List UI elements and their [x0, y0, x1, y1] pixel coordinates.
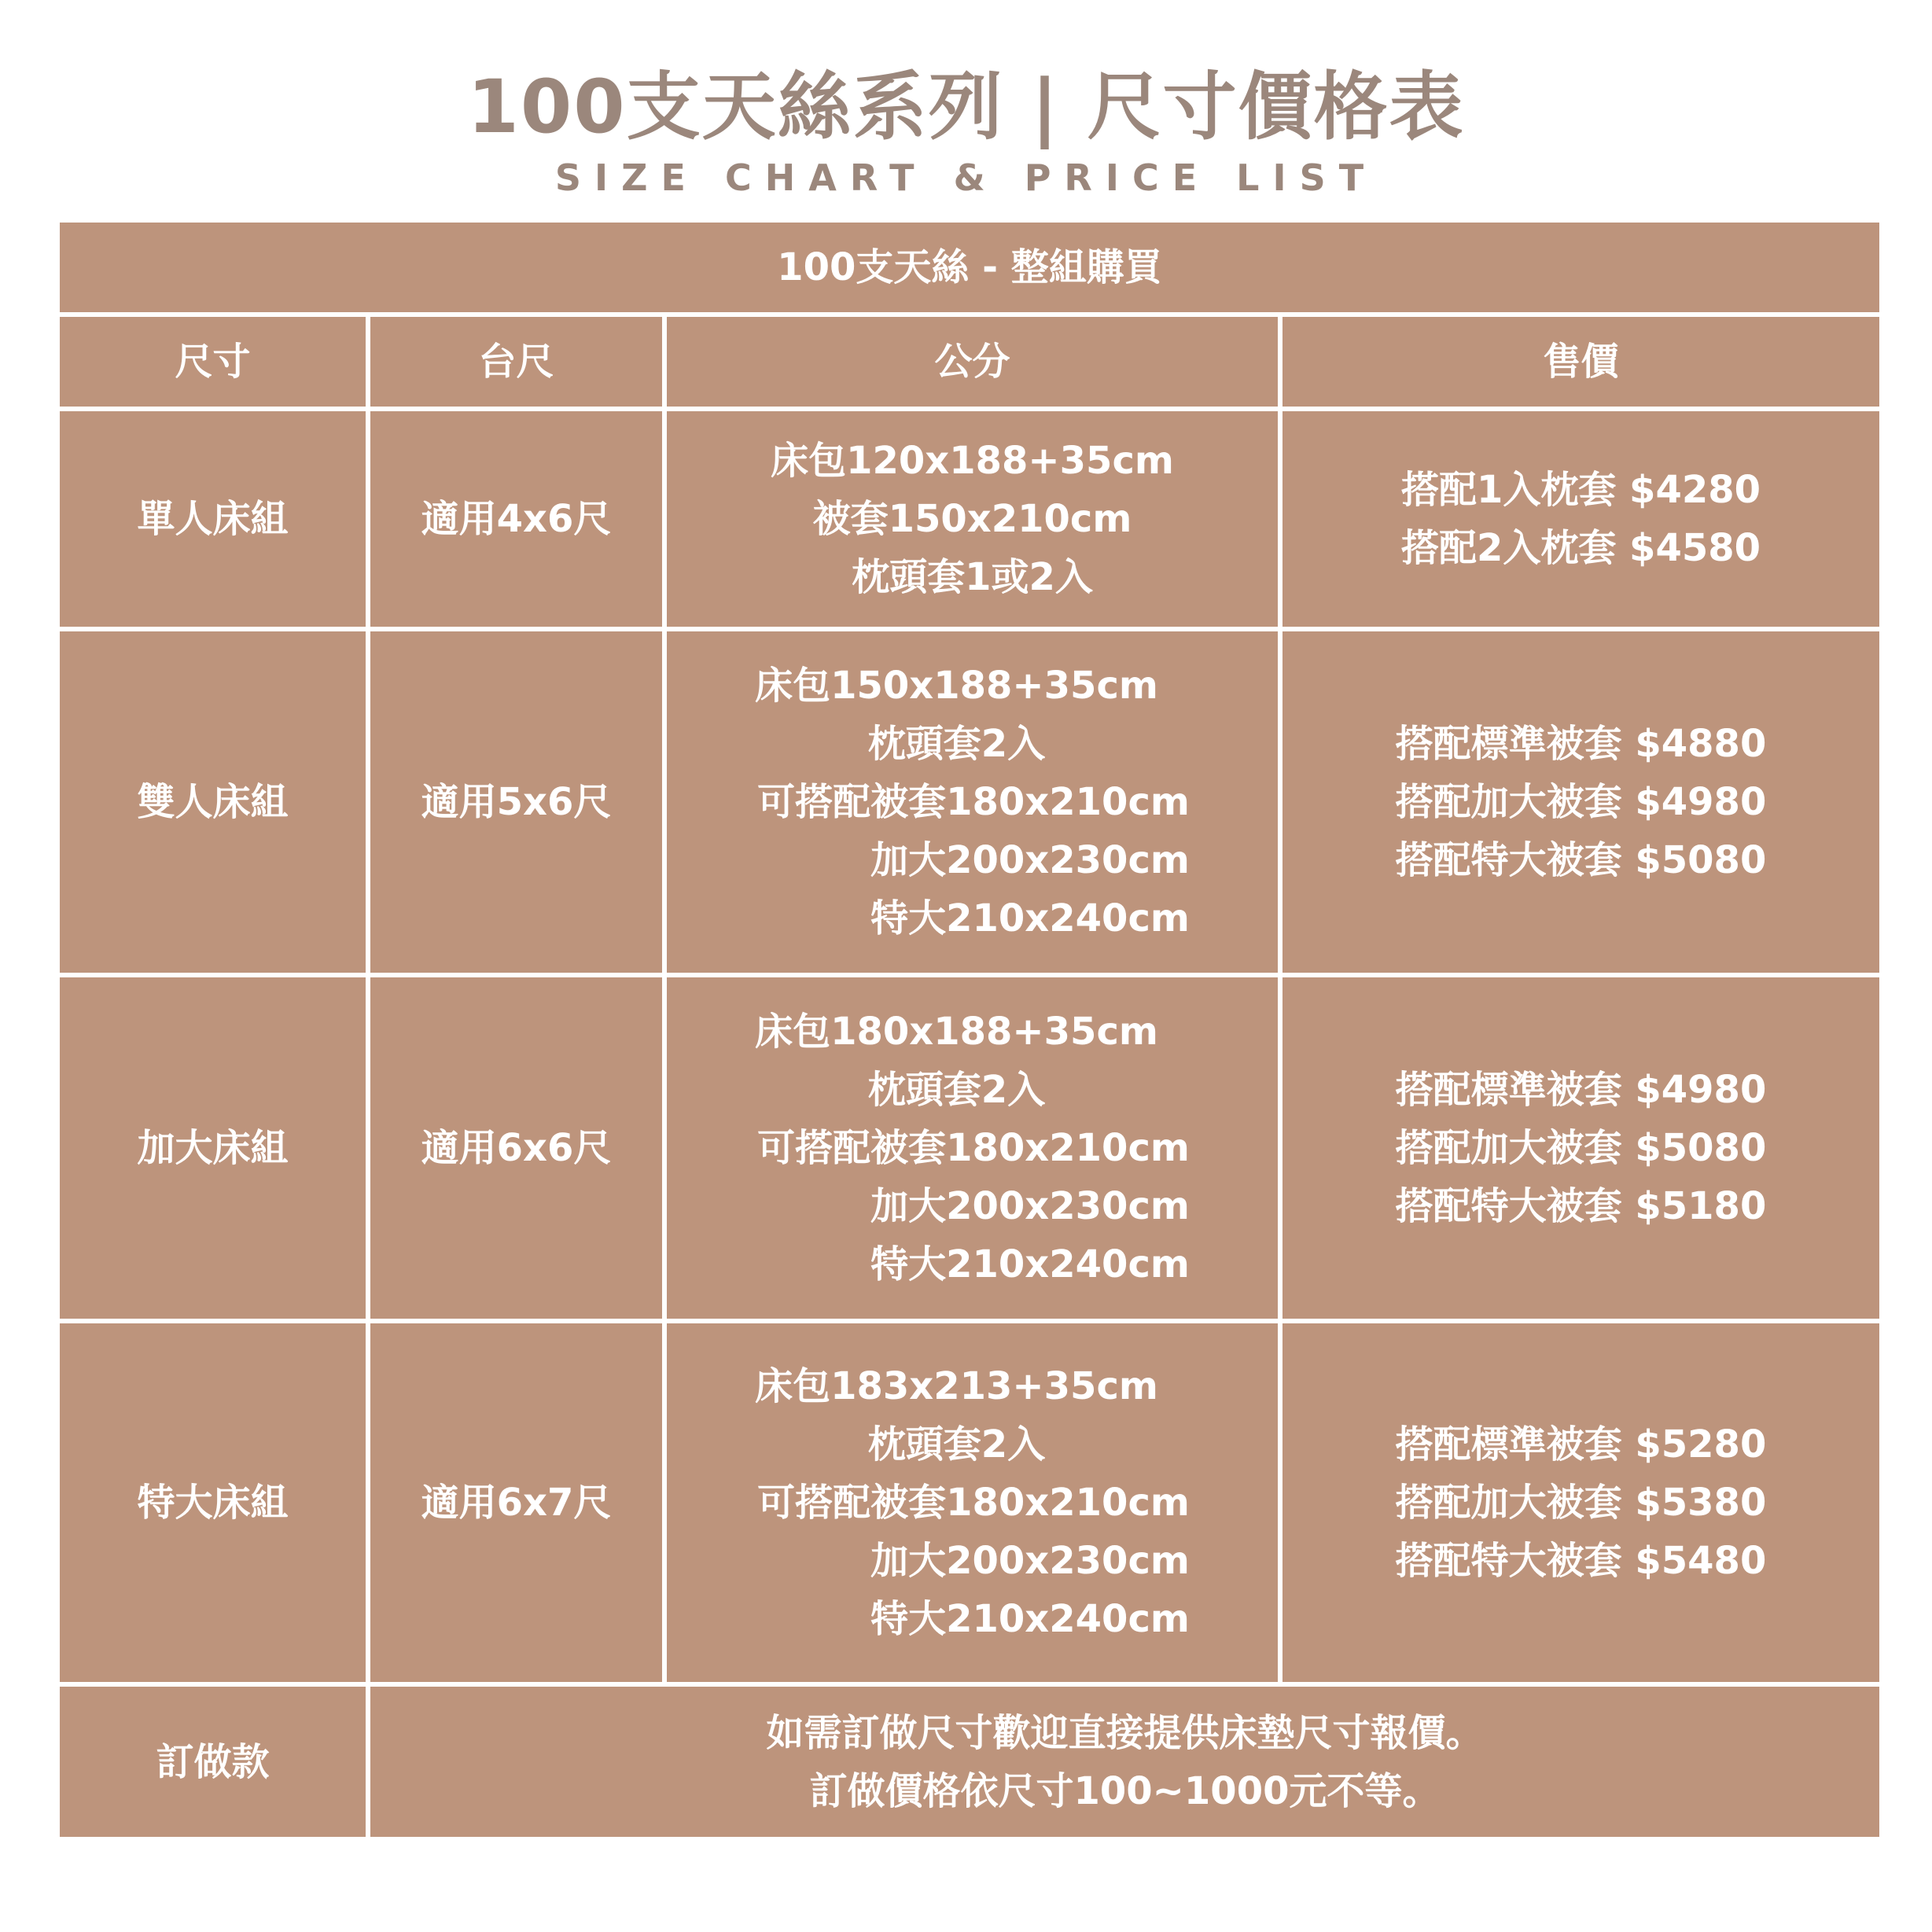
- table-banner: 100支天絲 - 整組購買: [60, 223, 1879, 312]
- row-king-price: [1282, 1323, 1879, 1682]
- price-line: 搭配1入枕套 $4280: [1400, 468, 1761, 512]
- pillowcase-count: 枕頭套2入: [867, 1422, 1046, 1466]
- header-cm: 公分: [667, 317, 1278, 407]
- row-queen-tw-size: 適用6x6尺: [370, 977, 662, 1319]
- price-line: 搭配加大被套 $5080: [1395, 1126, 1767, 1170]
- row-queen-price: [1282, 977, 1879, 1319]
- row-king-cm: [667, 1323, 1278, 1682]
- fitted-sheet-size: 床包120x188+35cm: [771, 439, 1174, 483]
- fitted-sheet-size: 床包180x188+35cm: [755, 1010, 1158, 1054]
- row-king-tw-size: 適用6x7尺: [370, 1323, 662, 1682]
- duvet-xl-size: 特大210x240cm: [870, 1597, 1190, 1641]
- fitted-sheet-size: 床包150x188+35cm: [755, 664, 1158, 708]
- duvet-large-size: 加大200x230cm: [870, 1539, 1190, 1583]
- custom-note-line: 訂做價格依尺寸100~1000元不等。: [809, 1768, 1441, 1813]
- pillowcase-count: 枕頭套1或2入: [852, 555, 1093, 599]
- row-queen-size: 加大床組: [60, 977, 366, 1319]
- price-table: [60, 223, 1875, 1837]
- fitted-sheet-size: 床包183x213+35cm: [755, 1364, 1158, 1408]
- custom-label: 訂做款: [60, 1687, 366, 1837]
- price-line: 搭配特大被套 $5180: [1395, 1184, 1767, 1228]
- custom-note-line: 如需訂做尺寸歡迎直接提供床墊尺寸報價。: [766, 1710, 1484, 1755]
- header-tw-size: 台尺: [370, 317, 662, 407]
- duvet-xl-size: 特大210x240cm: [870, 1242, 1190, 1286]
- duvet-std-size: 可搭配被套180x210cm: [757, 1126, 1190, 1170]
- row-king-size: 特大床組: [60, 1323, 366, 1682]
- price-line: 搭配特大被套 $5080: [1395, 838, 1767, 882]
- row-double-cm: [667, 631, 1278, 973]
- row-double-tw-size: 適用5x6尺: [370, 631, 662, 973]
- duvet-large-size: 加大200x230cm: [870, 838, 1190, 882]
- duvet-std-size: 可搭配被套180x210cm: [757, 780, 1190, 824]
- price-line: 搭配2入枕套 $4580: [1400, 526, 1761, 570]
- price-line: 搭配標準被套 $5280: [1395, 1422, 1767, 1466]
- row-single-tw-size: 適用4x6尺: [370, 411, 662, 627]
- duvet-xl-size: 特大210x240cm: [870, 896, 1190, 940]
- header-size: 尺寸: [60, 317, 366, 407]
- price-line: 搭配標準被套 $4880: [1395, 722, 1767, 766]
- row-single-size: 單人床組: [60, 411, 366, 627]
- row-single-price: [1282, 411, 1879, 627]
- page-subtitle: SIZE CHART & PRICE LIST: [554, 156, 1378, 199]
- row-double-price: [1282, 631, 1879, 973]
- custom-note: [370, 1687, 1879, 1837]
- pillowcase-count: 枕頭套2入: [867, 722, 1046, 766]
- duvet-size: 被套150x210cm: [812, 497, 1132, 541]
- row-double-size: 雙人床組: [60, 631, 366, 973]
- page-title: 100支天絲系列 | 尺寸價格表: [467, 64, 1465, 150]
- price-line: 搭配加大被套 $5380: [1395, 1481, 1767, 1525]
- duvet-large-size: 加大200x230cm: [870, 1184, 1190, 1228]
- price-line: 搭配特大被套 $5480: [1395, 1539, 1767, 1583]
- header-price: 售價: [1282, 317, 1879, 407]
- pillowcase-count: 枕頭套2入: [867, 1068, 1046, 1112]
- row-single-cm: [667, 411, 1278, 627]
- price-line: 搭配標準被套 $4980: [1395, 1068, 1767, 1112]
- price-line: 搭配加大被套 $4980: [1395, 780, 1767, 824]
- duvet-std-size: 可搭配被套180x210cm: [757, 1481, 1190, 1525]
- row-queen-cm: [667, 977, 1278, 1319]
